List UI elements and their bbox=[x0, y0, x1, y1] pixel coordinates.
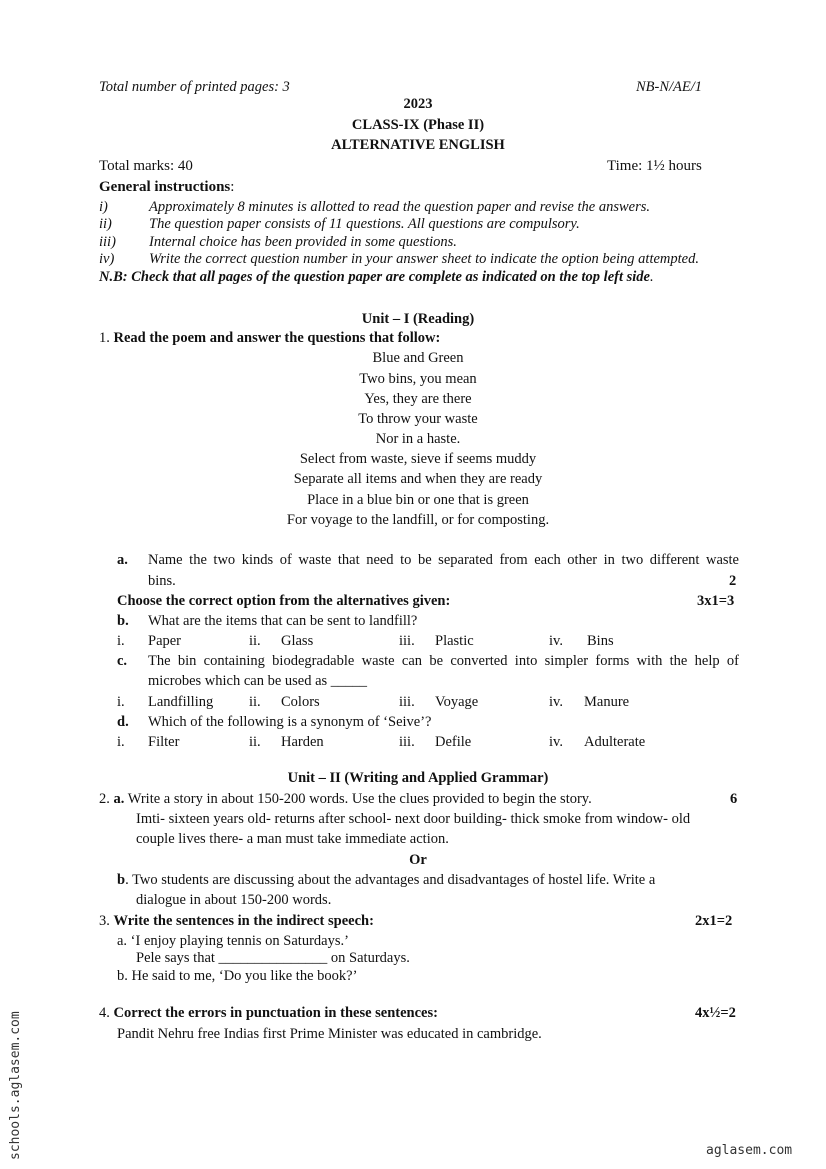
time-allowed: Time: 1½ hours bbox=[607, 158, 702, 174]
option-text: Voyage bbox=[435, 694, 479, 710]
instruction-text: Approximately 8 minutes is allotted to read the question paper and revise the answers. bbox=[149, 199, 650, 215]
option-number: i. bbox=[117, 734, 125, 750]
option-number: ii. bbox=[249, 734, 261, 750]
question-label: a. bbox=[117, 552, 128, 568]
option-text: Landfilling bbox=[148, 694, 214, 710]
section-instruction: Choose the correct option from the alternatives given: bbox=[117, 593, 451, 609]
bottom-watermark: aglasem.com bbox=[706, 1143, 793, 1158]
instruction-num: i) bbox=[99, 199, 108, 215]
marks: 3x1=3 bbox=[697, 593, 735, 609]
question-number: 2. bbox=[99, 791, 110, 807]
nb-note: N.B: Check that all pages of the question paper are complete as indicated on the top left side bbox=[99, 269, 650, 285]
poem-line: To throw your waste bbox=[358, 411, 478, 427]
question-label: d. bbox=[117, 714, 129, 730]
poem-line: Yes, they are there bbox=[364, 391, 472, 407]
option-number: i. bbox=[117, 633, 125, 649]
question-text: Read the poem and answer the questions that follow: bbox=[113, 330, 441, 346]
question-text: . Two students are discussing about the advantages and disadvantages of hostel life. Write a bbox=[125, 872, 656, 888]
sentence: a. ‘I enjoy playing tennis on Saturdays.’ bbox=[117, 933, 349, 949]
unit-1-title: Unit – I (Reading) bbox=[361, 311, 475, 327]
option-number: i. bbox=[117, 694, 125, 710]
marks: 6 bbox=[730, 791, 738, 807]
instruction-text: Internal choice has been provided in some questions. bbox=[149, 234, 457, 250]
poem-line: Place in a blue bin or one that is green bbox=[307, 492, 529, 508]
question-text: bins. bbox=[148, 573, 176, 589]
instruction-num: iii) bbox=[99, 234, 116, 250]
question-label: b. bbox=[117, 613, 129, 629]
unit-2-title: Unit – II (Writing and Applied Grammar) bbox=[287, 770, 549, 786]
option-text: Paper bbox=[148, 633, 182, 649]
option-number: iv. bbox=[549, 694, 563, 710]
question-label: a. bbox=[113, 791, 125, 807]
sentence: Pele says that _______________ on Saturdays. bbox=[136, 950, 410, 966]
option-text: Plastic bbox=[435, 633, 474, 649]
poem-line: For voyage to the landfill, or for composting. bbox=[286, 512, 550, 528]
instructions-title: General instructions bbox=[99, 179, 231, 195]
question-text: microbes which can be used as _____ bbox=[148, 673, 368, 689]
colon: : bbox=[230, 179, 235, 195]
instruction-text: Write the correct question number in your answer sheet to indicate the option being attempted. bbox=[149, 251, 699, 267]
marks: 2 bbox=[729, 573, 737, 589]
question-text: Write the sentences in the indirect speech: bbox=[113, 913, 374, 929]
story-clues: Imti- sixteen years old- returns after school- next door building- thick smoke from window- old bbox=[136, 811, 691, 827]
option-number: ii. bbox=[249, 633, 261, 649]
poem-line: Select from waste, sieve if seems muddy bbox=[299, 451, 537, 467]
poem-line: Nor in a haste. bbox=[375, 431, 461, 447]
question-number: 3. bbox=[99, 913, 110, 929]
period: . bbox=[649, 269, 654, 285]
question-number: 4. bbox=[99, 1005, 110, 1021]
option-text: Manure bbox=[584, 694, 630, 710]
question-label: b bbox=[117, 872, 126, 888]
or-divider: Or bbox=[409, 852, 427, 868]
poem-line: Blue and Green bbox=[372, 350, 464, 366]
question-number: 1. bbox=[99, 330, 110, 346]
marks: 2x1=2 bbox=[695, 913, 733, 929]
option-number: iv. bbox=[549, 734, 563, 750]
marks: 4x½=2 bbox=[695, 1005, 736, 1021]
exam-year: 2023 bbox=[403, 96, 433, 112]
printed-pages: Total number of printed pages: 3 bbox=[99, 79, 290, 95]
poem-line: Separate all items and when they are ready bbox=[293, 471, 543, 487]
option-number: iii. bbox=[399, 694, 415, 710]
paper-code: NB-N/AE/1 bbox=[636, 79, 703, 95]
option-number: ii. bbox=[249, 694, 261, 710]
question-text: dialogue in about 150-200 words. bbox=[136, 892, 332, 908]
question-text: Name the two kinds of waste that need to be separated from each other in two different waste bbox=[148, 552, 739, 568]
exam-class: CLASS-IX (Phase II) bbox=[351, 117, 485, 133]
sentence: b. He said to me, ‘Do you like the book?’ bbox=[117, 968, 358, 984]
option-number: iv. bbox=[549, 633, 563, 649]
story-clues: couple lives there- a man must take immediate action. bbox=[136, 831, 449, 847]
option-text: Filter bbox=[148, 734, 180, 750]
side-watermark: schools.aglasem.com bbox=[8, 1011, 23, 1160]
question-text: What are the items that can be sent to landfill? bbox=[148, 613, 418, 629]
question-label: c. bbox=[117, 653, 128, 669]
option-text: Harden bbox=[281, 734, 324, 750]
option-text: Adulterate bbox=[584, 734, 646, 750]
option-text: Bins bbox=[587, 633, 614, 649]
option-text: Glass bbox=[281, 633, 314, 649]
option-text: Defile bbox=[435, 734, 472, 750]
poem-line: Two bins, you mean bbox=[359, 371, 477, 387]
sentence: Pandit Nehru free Indias first Prime Minister was educated in cambridge. bbox=[117, 1026, 542, 1042]
question-text: Correct the errors in punctuation in these sentences: bbox=[113, 1005, 438, 1021]
total-marks: Total marks: 40 bbox=[99, 158, 193, 174]
question-text: Which of the following is a synonym of ‘Seive’? bbox=[148, 714, 432, 730]
option-number: iii. bbox=[399, 734, 415, 750]
question-text: The bin containing biodegradable waste can be converted into simpler forms with the help of bbox=[148, 653, 739, 669]
option-text: Colors bbox=[281, 694, 320, 710]
question-text: Write a story in about 150-200 words. Use the clues provided to begin the story. bbox=[127, 791, 592, 807]
instruction-text: The question paper consists of 11 questions. All questions are compulsory. bbox=[149, 216, 580, 232]
instruction-num: iv) bbox=[99, 251, 115, 267]
exam-subject: ALTERNATIVE ENGLISH bbox=[331, 137, 505, 153]
option-number: iii. bbox=[399, 633, 415, 649]
instruction-num: ii) bbox=[99, 216, 112, 232]
